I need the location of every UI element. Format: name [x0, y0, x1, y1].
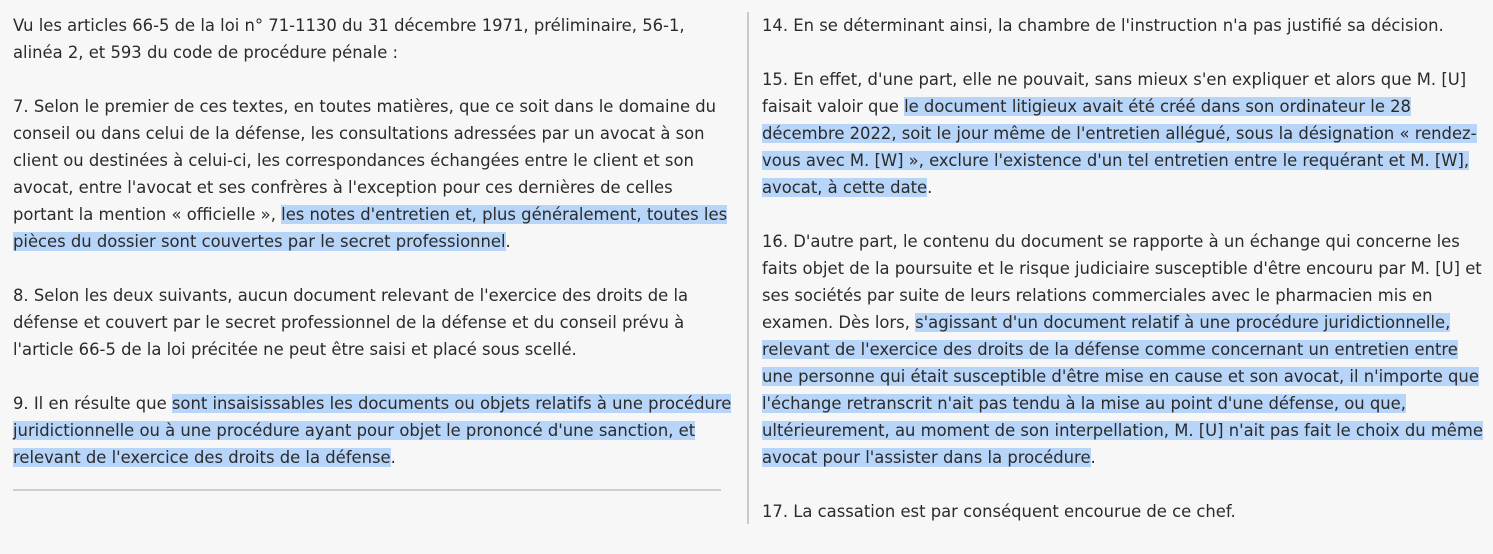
right-column: [762, 12, 1487, 552]
paragraph-7: [13, 93, 735, 255]
paragraph-7-text: 7. Selon le premier de ces textes, en toutes matières, que ce soit dans le domaine du conseil ou dans celui de la défense, les consultations adressées par un avocat à son client ou destinées à celui-ci, les correspondances échangées entre le client et son avocat, entre l'avocat et ses confrères à l'exception pour ces dernières de celles portant la mention « officielle »,: [13, 97, 717, 224]
paragraph-9-end: .: [390, 448, 396, 467]
highlighted-text: les notes d'entretien et, plus généralement, toutes les pièces du dossier sont couvertes par le secret professionnel: [13, 205, 728, 251]
paragraph-15-end: .: [927, 178, 933, 197]
highlighted-text: sont insaisissables les documents ou objets relatifs à une procédure juridictionnelle ou à une procédure ayant pour objet le prononcé d'une sanction, et relevant de l'exercice des droits de la défense: [13, 394, 732, 467]
left-column: [13, 12, 735, 498]
paragraph-9-text: 9. Il en résulte que: [13, 394, 172, 413]
paragraph-7-end: .: [505, 232, 511, 251]
highlighted-text: s'agissant d'un document relatif à une procédure juridictionnelle, relevant de l'exercice des droits de la défense comme concernant un entretien entre une personne qui était susceptible d'être mise en cause et son avocat, il n'importe que l'échange retranscrit n'ait pas tendu à la mise au point d'une défense, ou que, ultérieurement, au moment de son interpellation, M. [U] n'ait pas fait le choix du même avocat pour l'assister dans la procédure: [762, 313, 1483, 467]
paragraph-14: 14. En se déterminant ainsi, la chambre de l'instruction n'a pas justifié sa décision.: [762, 16, 1444, 35]
paragraph-15-text: 15. En effet, d'une part, elle ne pouvait, sans mieux s'en expliquer et alors que M. [U] faisait valoir que: [762, 70, 1467, 116]
horizontal-divider: [13, 489, 721, 491]
paragraph-15: [762, 66, 1487, 201]
paragraph-16-text: 16. D'autre part, le contenu du document se rapporte à un échange qui concerne les faits objet de la poursuite et le risque judiciaire susceptible d'être encouru par M. [U] et ses sociétés par suite de leurs relations commerciales avec le pharmacien mis en examen. Dès lors,: [762, 232, 1482, 332]
paragraph-8: 8. Selon les deux suivants, aucun document relevant de l'exercice des droits de la défense et couvert par le secret professionnel de la défense et du conseil prévu à l'article 66-5 de la loi précitée ne peut être saisi et placé sous scellé.: [13, 286, 689, 359]
highlighted-text: le document litigieux avait été créé dans son ordinateur le 28 décembre 2022, soit le jour même de l'entretien allégué, sous la désignation « rendez-vous avec M. [W] », exclure l'existence d'un tel entretien entre le requérant et M. [W], avocat, à cette date: [762, 97, 1477, 197]
paragraph-17: 17. La cassation est par conséquent encourue de ce chef.: [762, 502, 1236, 521]
paragraph-16-end: .: [1090, 448, 1096, 467]
paragraph-16: [762, 228, 1487, 471]
vertical-divider: [747, 12, 749, 524]
paragraph-visas: Vu les articles 66-5 de la loi n° 71-1130 du 31 décembre 1971, préliminaire, 56-1, alinéa 2, et 593 du code de procédure pénale :: [13, 16, 685, 62]
paragraph-9: [13, 390, 735, 471]
